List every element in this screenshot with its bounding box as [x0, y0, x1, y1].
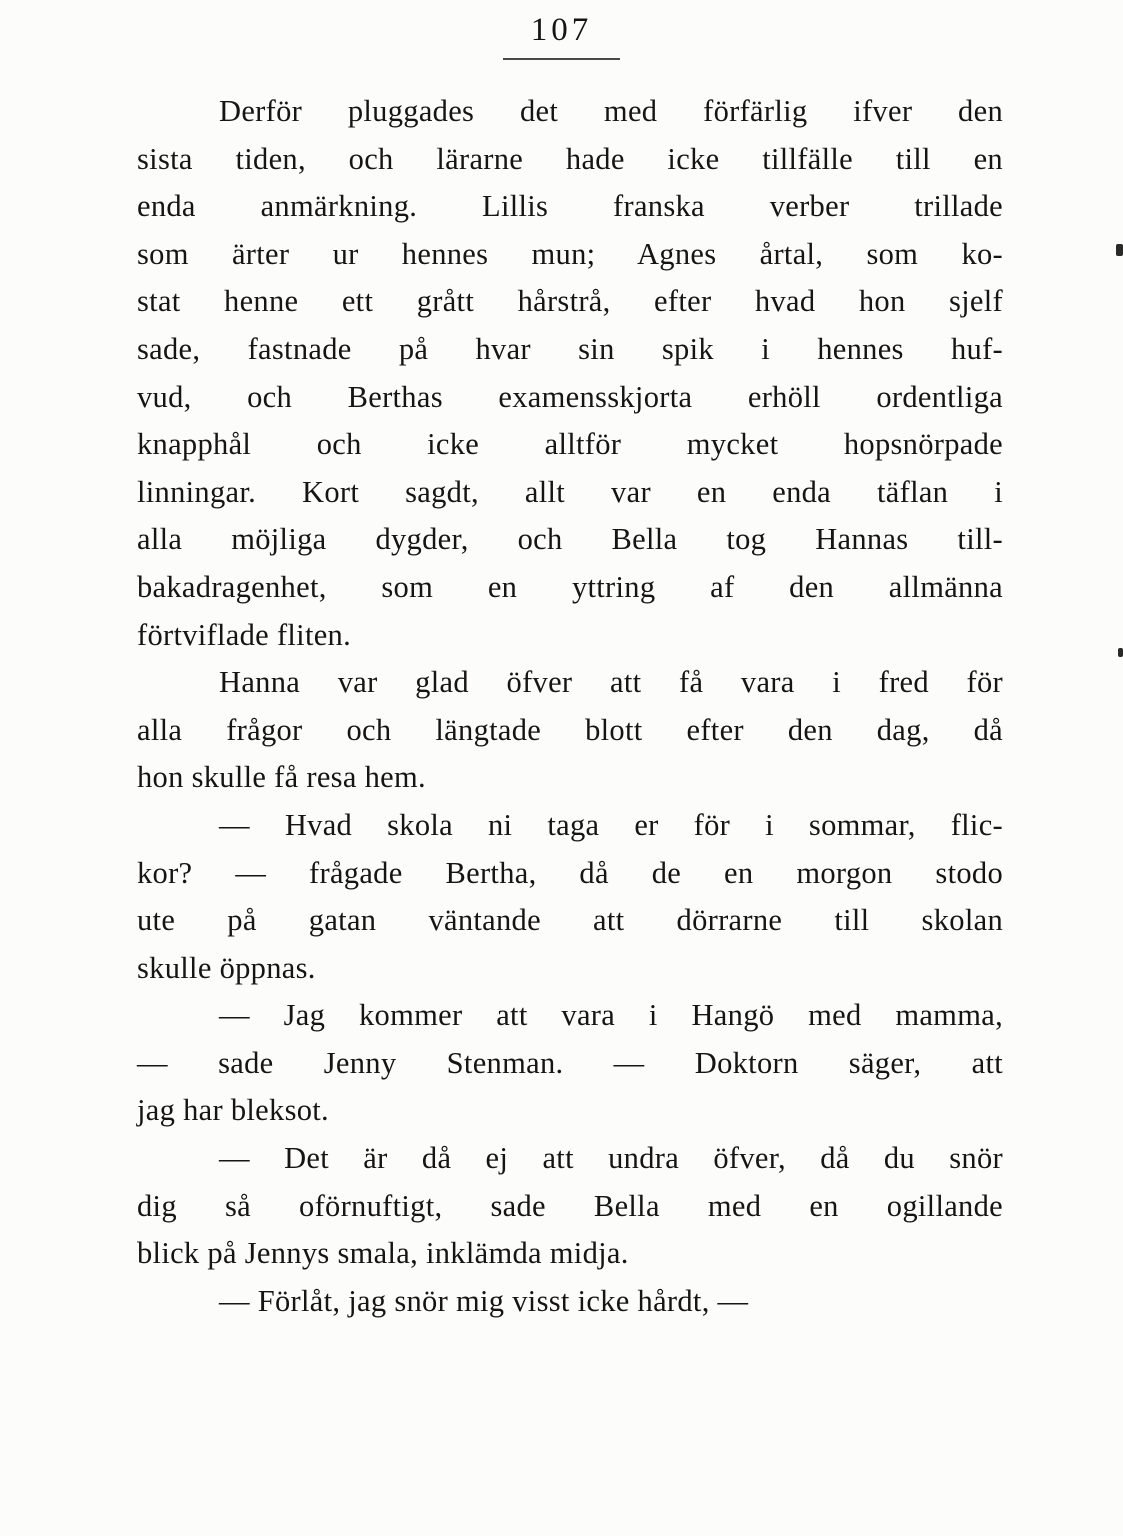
paragraph — [137, 1135, 1003, 1278]
page-header — [0, 0, 1123, 60]
paragraph — [137, 88, 1003, 659]
paragraph — [137, 992, 1003, 1135]
page-number: 107 — [503, 12, 621, 60]
text-line: bakadragenhet, som en yttring af den allmänna — [137, 569, 1003, 604]
text-line: knapphål och icke alltför mycket hopsnörpade — [137, 427, 1003, 462]
scan-artifact — [1118, 648, 1123, 657]
text-line: alla möjliga dygder, och Bella tog Hannas till- — [137, 522, 1003, 557]
text-line: sista tiden, och lärarne hade icke tillfälle till en — [137, 141, 1003, 176]
text-line: vud, och Berthas examensskjorta erhöll ordentliga — [137, 379, 1003, 414]
text-line: — Jag kommer att vara i Hangö med mamma, — [219, 998, 1003, 1033]
text-line: linningar. Kort sagdt, allt var en enda täflan i — [137, 474, 1003, 509]
text-line: alla frågor och längtade blott efter den dag, då — [137, 712, 1003, 747]
text-line: ute på gatan väntande att dörrarne till skolan — [137, 903, 1003, 938]
text-line: — sade Jenny Stenman. — Doktorn säger, att — [137, 1045, 1003, 1080]
text-line: stat henne ett grått hårstrå, efter hvad hon sjelf — [137, 284, 1003, 319]
text-line: skulle öppnas. — [137, 950, 316, 985]
text-line: som ärter ur hennes mun; Agnes årtal, som ko- — [137, 236, 1003, 271]
text-line: — Det är då ej att undra öfver, då du snör — [219, 1141, 1003, 1176]
paragraph — [137, 802, 1003, 992]
text-line: dig så oförnuftigt, sade Bella med en ogillande — [137, 1188, 1003, 1223]
text-line: Derför pluggades det med förfärlig ifver den — [219, 94, 1003, 128]
text-block — [0, 60, 1123, 1325]
text-line: kor? — frågade Bertha, då de en morgon stodo — [137, 855, 1003, 890]
text-line: sade, fastnade på hvar sin spik i hennes huf- — [137, 331, 1003, 366]
text-line: — Förlåt, jag snör mig visst icke hårdt, — — [219, 1283, 749, 1318]
text-line: — Hvad skola ni taga er för i sommar, flic- — [219, 807, 1003, 842]
scan-artifact — [1116, 244, 1123, 256]
text-line: blick på Jennys smala, inklämda midja. — [137, 1236, 629, 1271]
paragraph — [137, 1278, 1003, 1326]
text-line: hon skulle få resa hem. — [137, 760, 426, 795]
paragraph — [137, 659, 1003, 802]
text-line: förtviflade fliten. — [137, 617, 352, 652]
text-line: jag har bleksot. — [137, 1093, 329, 1128]
text-line: enda anmärkning. Lillis franska verber trillade — [137, 189, 1003, 224]
text-line: Hanna var glad öfver att få vara i fred för — [219, 665, 1003, 700]
